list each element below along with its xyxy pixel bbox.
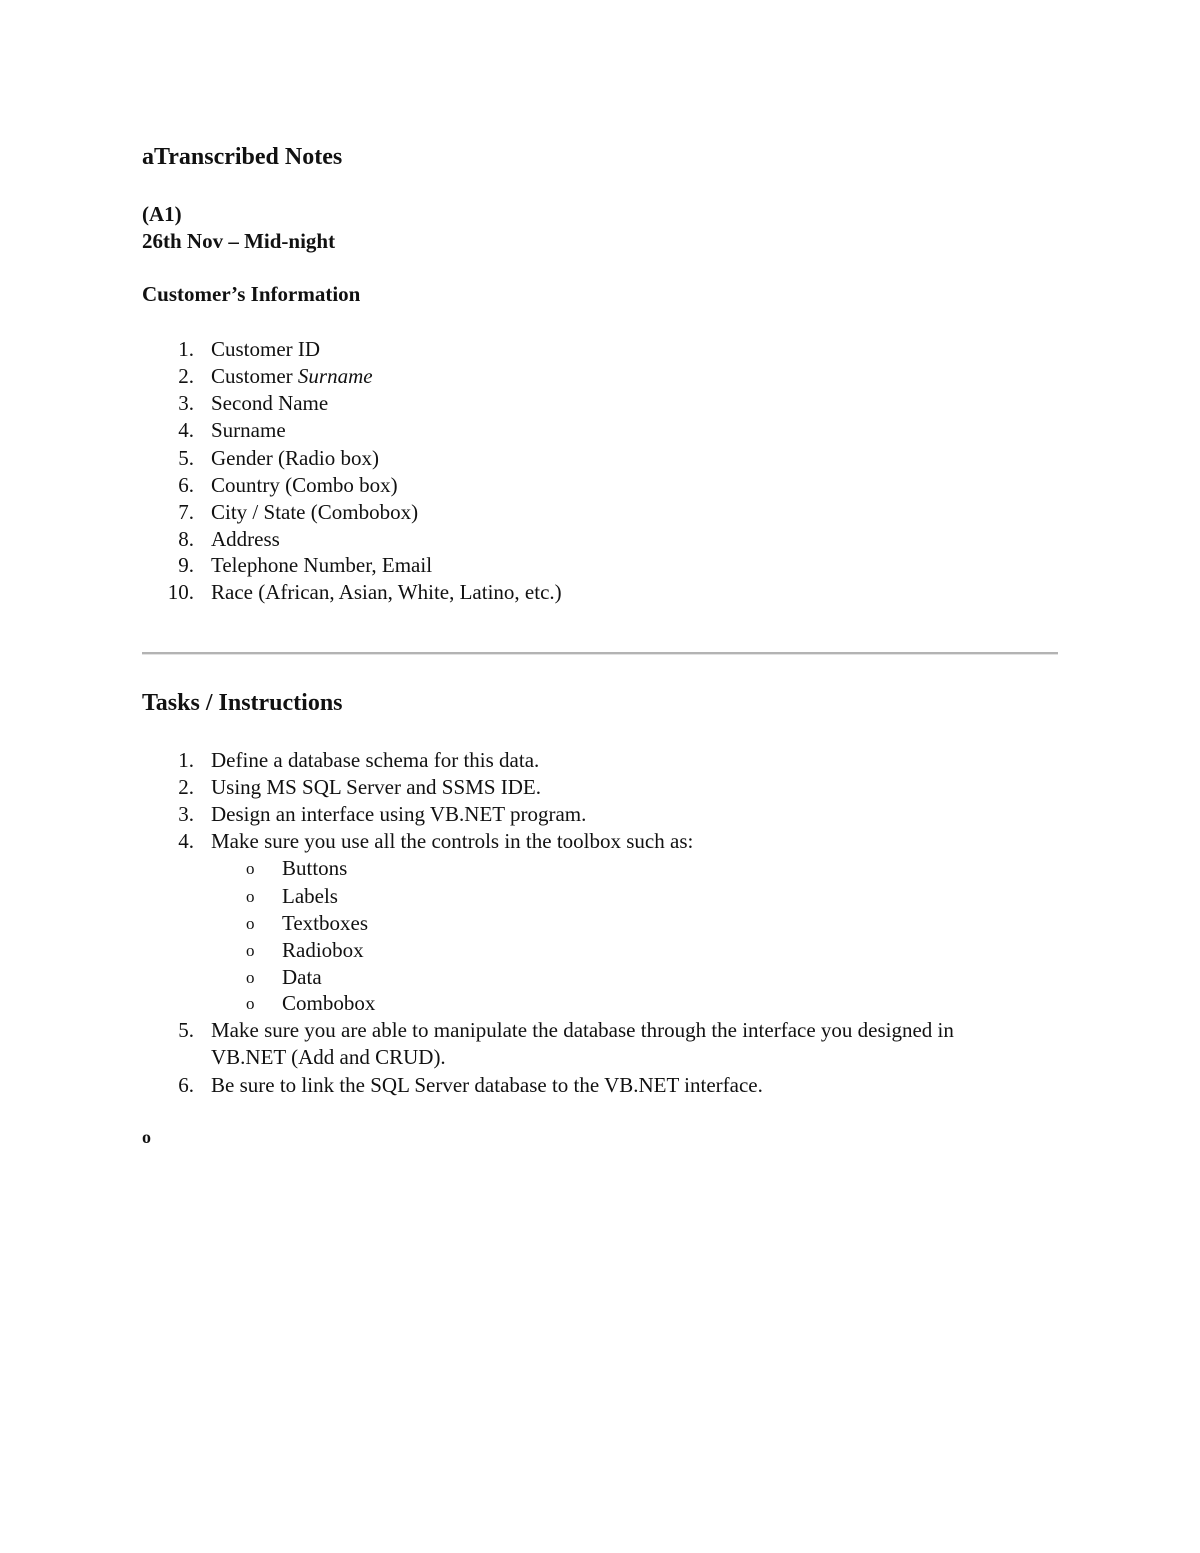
list-item-text: Address — [211, 527, 280, 551]
document-title: aTranscribed Notes — [142, 144, 343, 170]
list-number: 8. — [178, 527, 194, 551]
list-number: 5. — [178, 446, 194, 470]
list-number: 3. — [178, 802, 194, 826]
list-item-text: Using MS SQL Server and SSMS IDE. — [211, 775, 541, 799]
sublist-item-text: Data — [282, 965, 322, 989]
list-item-text: Define a database schema for this data. — [211, 748, 540, 772]
bullet-icon: o — [246, 994, 255, 1013]
list-item-text — [211, 364, 373, 389]
list-item-text-continued: VB.NET (Add and CRUD). — [211, 1045, 446, 1069]
document-code: (A1) — [142, 202, 182, 226]
list-item-text-plain: Customer — [211, 364, 298, 388]
trailing-bullet-mark: o — [142, 1127, 151, 1147]
list-item-text: Race (African, Asian, White, Latino, etc.) — [211, 580, 562, 604]
sublist-item-text: Radiobox — [282, 938, 364, 962]
list-number: 6. — [178, 1073, 194, 1097]
sublist-item-text: Textboxes — [282, 911, 369, 935]
sublist-item-text: Buttons — [282, 856, 348, 880]
list-number: 2. — [178, 775, 194, 799]
bullet-icon: o — [246, 941, 255, 960]
bullet-icon: o — [246, 968, 255, 987]
bullet-icon: o — [246, 887, 255, 906]
list-number: 4. — [178, 418, 194, 442]
list-item-text: Second Name — [211, 391, 329, 415]
list-number: 2. — [178, 364, 194, 388]
list-item-text: Be sure to link the SQL Server database to the VB.NET interface. — [211, 1073, 763, 1097]
list-number: 7. — [178, 500, 194, 524]
list-number: 10. — [167, 580, 194, 604]
list-number: 1. — [178, 337, 194, 361]
list-number: 5. — [178, 1018, 194, 1042]
list-item-text: Surname — [211, 418, 286, 442]
bullet-icon: o — [246, 859, 255, 878]
list-number: 4. — [178, 829, 194, 853]
list-item-text: City / State (Combobox) — [211, 500, 419, 524]
list-number: 6. — [178, 473, 194, 497]
list-item-text-italic: Surname — [297, 364, 373, 388]
document-date-line: 26th Nov – Mid-night — [142, 229, 336, 253]
list-item-text: Gender (Radio box) — [211, 446, 379, 470]
list-item-text: Design an interface using VB.NET program. — [211, 802, 587, 826]
list-item-text: Telephone Number, Email — [211, 553, 433, 577]
tasks-section-heading: Tasks / Instructions — [142, 690, 343, 716]
list-number: 3. — [178, 391, 194, 415]
bullet-icon: o — [246, 914, 255, 933]
sublist-item-text: Labels — [282, 884, 338, 908]
list-item-text: Customer ID — [211, 337, 321, 361]
list-number: 9. — [178, 553, 194, 577]
list-item-text: Country (Combo box) — [211, 473, 398, 497]
customer-section-heading: Customer’s Information — [142, 282, 361, 306]
list-item-text: Make sure you use all the controls in the toolbox such as: — [211, 829, 694, 853]
list-item-text: Make sure you are able to manipulate the database through the interface you designed in — [211, 1018, 954, 1042]
sublist-item-text: Combobox — [282, 991, 376, 1015]
horizontal-divider — [142, 652, 1058, 655]
list-number: 1. — [178, 748, 194, 772]
